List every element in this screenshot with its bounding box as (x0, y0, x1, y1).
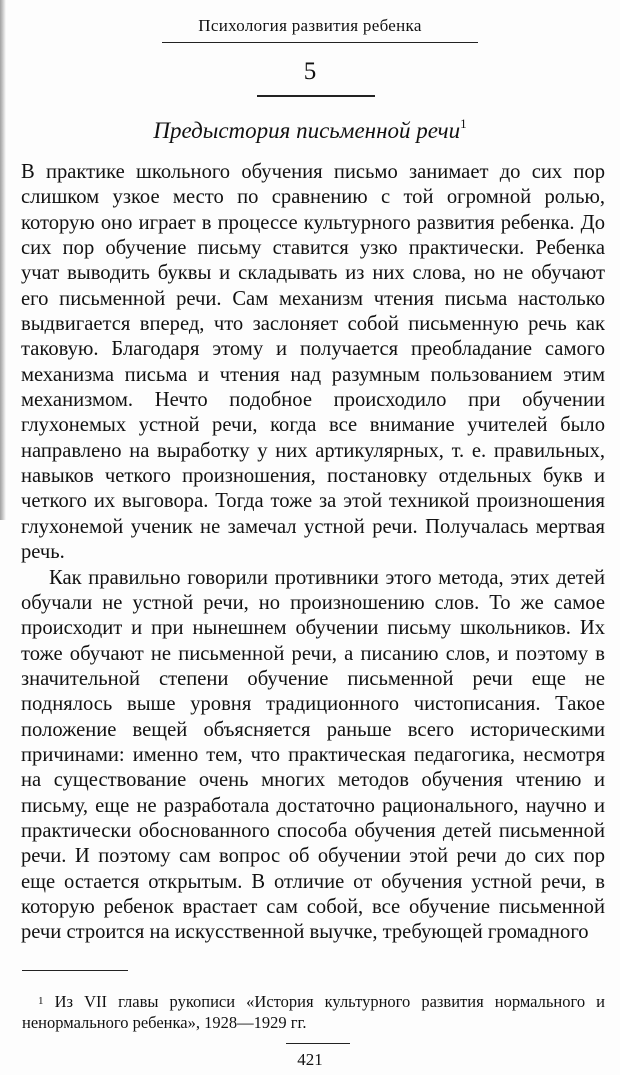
chapter-number-rule (257, 95, 375, 97)
footnote-mark: 1 (38, 995, 44, 1007)
footnote-rule (22, 970, 128, 971)
paragraph-2: Как правильно говорили противники этого метода, этих детей обучали не устной речи, но произношению слов. То же самое происходит и при нынешнем обучении письму школьников. Их тоже обучают не письменной речи, а писанию слов, и поэтому в значительной степени обучение письменной речи еще не поднялось выше уровня традиционного чистописания. Такое положение вещей объясняется раньше всего историческими причинами: именно тем, что практическая педагогика, несмотря на существование очень многих методов обучения чтению и письму, еще не разработала достаточно рационального, научно и практически обоснованного способа обучения детей письменной речи. И поэтому сам вопрос об обучении этой речи до сих пор еще остается открытым. В отличие от обучения устной речи, в которую ребенок врастает сам собой, все обучение письменной речи строится на искусственной выучке, требующей громадного (21, 566, 605, 944)
chapter-title-text: Предыстория письменной речи (153, 118, 461, 143)
footnote-reference: 1 (460, 116, 467, 131)
running-head-rule (162, 42, 478, 43)
footnote-text: Из VII главы рукописи «История культурного развития нормального и ненормального ребенка», 1928—1929 гг. (22, 992, 606, 1032)
body-text (21, 160, 605, 946)
chapter-number: 5 (303, 58, 317, 85)
page-number-rule (286, 1043, 350, 1044)
page-number: 421 (297, 1050, 323, 1069)
footnote (22, 991, 605, 1033)
running-head: Психология развития ребенка (198, 16, 422, 35)
chapter-title (0, 118, 620, 144)
paragraph-1: В практике школьного обучения письмо занимает до сих пор слишком узкое место по сравнению с той огромной ролью, которую оно играет в процессе культурного развития ребенка. До сих пор обучение письму ставится узко практически. Ребенка учат выводить буквы и складывать из них слова, но не обучают его письменной речи. Сам механизм чтения письма настолько выдвигается вперед, что заслоняет собой письменную речь как таковую. Благодаря этому и получается преобладание самого механизма письма и чтения над разумным пользованием этим механизмом. Нечто подобное происходило при обучении глухонемых устной речи, когда все внимание учителей было направлено на выработку у них артикулярных, т. е. правильных, навыков четкого произношения, постановку отдельных букв и четкого их выговора. Тогда тоже за этой техникой произношения глухонемой ученик не замечал устной речи. Получалась мертвая речь. (21, 161, 605, 564)
